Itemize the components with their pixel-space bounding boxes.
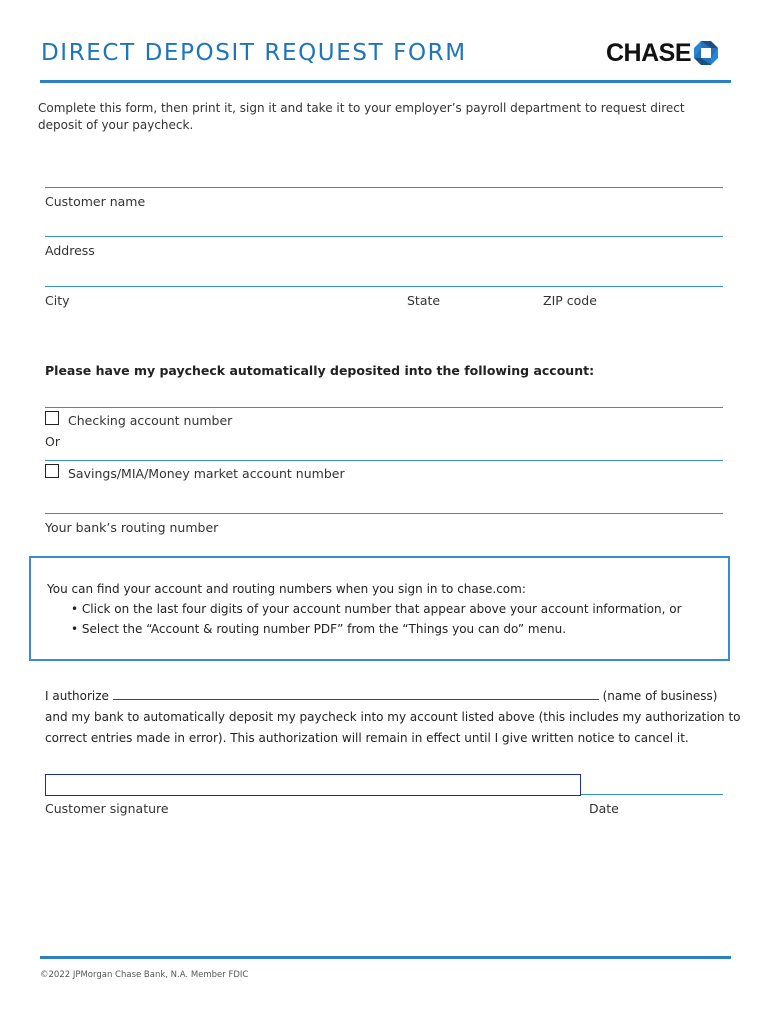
authorize-prefix: I authorize (45, 689, 109, 703)
authorization-line-1 (45, 689, 725, 703)
savings-checkbox[interactable] (45, 464, 59, 478)
zip-label: ZIP code (543, 293, 597, 308)
info-bullet-2: • Select the “Account & routing number PDF” from the “Things you can do” menu. (71, 622, 567, 636)
authorization-line-3: correct entries made in error). This authorization will remain in effect until I give written notice to cancel it. (45, 731, 689, 745)
routing-number-field[interactable] (45, 513, 723, 514)
date-field[interactable] (581, 794, 723, 795)
checking-account-field[interactable] (45, 407, 723, 408)
authorization-line-2: and my bank to automatically deposit my paycheck into my account listed above (this includes my authorization to (45, 710, 741, 724)
info-box (29, 556, 730, 661)
chase-octagon-icon (694, 41, 718, 65)
footer-divider (40, 956, 731, 959)
logo-wordmark: CHASE (606, 39, 692, 67)
state-label: State (407, 293, 441, 308)
or-label: Or (45, 434, 60, 449)
account-heading: Please have my paycheck automatically deposited into the following account: (45, 363, 595, 378)
checking-checkbox[interactable] (45, 411, 59, 425)
form-title: DIRECT DEPOSIT REQUEST FORM (41, 40, 467, 66)
info-line: You can find your account and routing numbers when you sign in to chase.com: (47, 582, 526, 596)
checking-label: Checking account number (68, 413, 233, 428)
customer-name-field[interactable] (45, 187, 723, 188)
savings-label: Savings/MIA/Money market account number (68, 466, 345, 481)
city-label: City (45, 293, 70, 308)
header-divider (40, 80, 731, 83)
customer-signature-field[interactable] (45, 774, 581, 796)
authorize-suffix: (name of business) (602, 689, 718, 703)
chase-logo (606, 40, 718, 66)
info-bullet-1: • Click on the last four digits of your account number that appear above your account information, or (71, 602, 682, 616)
date-label: Date (589, 801, 619, 816)
address-label: Address (45, 243, 95, 258)
business-name-field[interactable] (113, 689, 599, 700)
intro-text: Complete this form, then print it, sign it and take it to your employer’s payroll department to request direct deposit of your paycheck. (38, 101, 685, 132)
routing-label: Your bank’s routing number (45, 520, 219, 535)
city-state-zip-field[interactable] (45, 286, 723, 287)
customer-name-label: Customer name (45, 194, 146, 209)
footer-text: ©2022 JPMorgan Chase Bank, N.A. Member FDIC (40, 970, 249, 980)
address-field[interactable] (45, 236, 723, 237)
savings-account-field[interactable] (45, 460, 723, 461)
signature-label: Customer signature (45, 801, 169, 816)
